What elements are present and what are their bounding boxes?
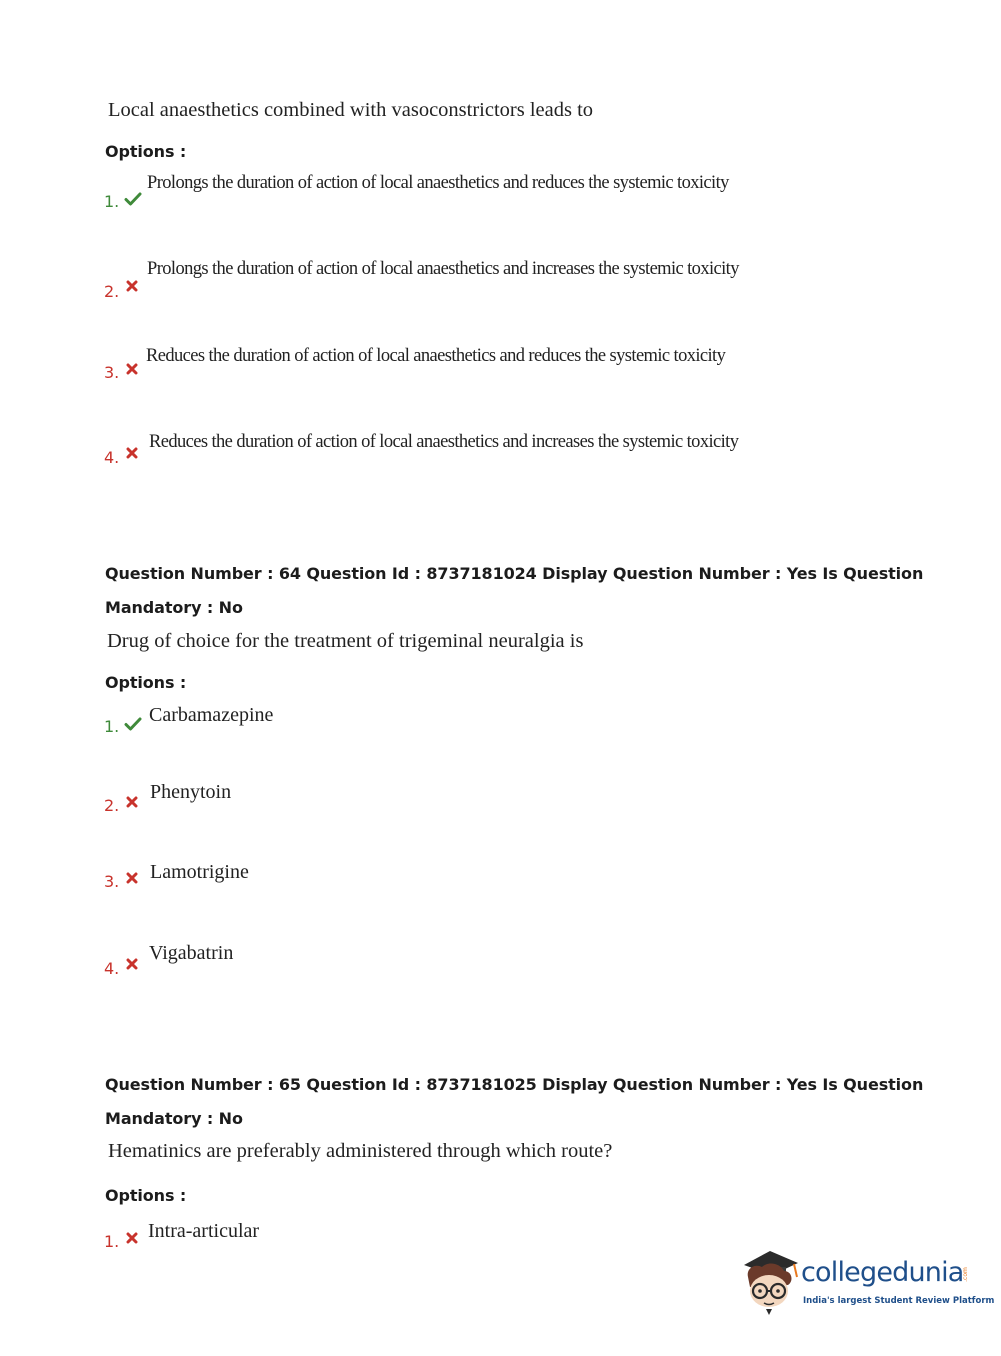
option-text: Reduces the duration of action of local anaesthetics and increases the systemic toxicity [149,432,739,452]
option-text: Carbamazepine [149,704,274,726]
question-meta-mandatory: Mandatory : No [105,598,243,617]
option-number: 1. [104,717,120,736]
cross-icon [125,362,139,376]
cross-icon [125,1231,139,1245]
logo-tagline: India's largest Student Review Platform [803,1296,995,1306]
question-meta: Question Number : 65 Question Id : 8737181025 Display Question Number : Yes Is Question [105,1075,924,1094]
cross-icon [125,871,139,885]
check-icon [124,715,142,733]
option-number: 3. [104,872,120,891]
question-meta: Question Number : 64 Question Id : 8737181024 Display Question Number : Yes Is Question [105,564,924,583]
option-text: Vigabatrin [149,942,234,964]
question-text: Drug of choice for the treatment of trigeminal neuralgia is [107,630,584,652]
option-number: 2. [104,796,120,815]
option-text: Reduces the duration of action of local anaesthetics and reduces the systemic toxicity [146,346,726,366]
question-text: Hematinics are preferably administered through which route? [108,1140,613,1162]
options-label: Options : [105,673,187,692]
option-number: 4. [104,448,120,467]
options-label: Options : [105,142,187,161]
question-meta-mandatory: Mandatory : No [105,1109,243,1128]
logo-domain-suffix: .com [961,1267,969,1282]
option-number: 1. [104,192,120,211]
logo-wordmark: collegedunia [801,1257,964,1288]
check-icon [124,190,142,208]
cross-icon [125,957,139,971]
option-text: Phenytoin [150,781,232,803]
collegedunia-logo [740,1247,995,1319]
cross-icon [125,795,139,809]
option-text: Intra-articular [148,1220,260,1242]
option-number: 2. [104,282,120,301]
cross-icon [125,279,139,293]
mascot-icon [740,1247,802,1317]
option-text: Prolongs the duration of action of local anaesthetics and increases the systemic toxicity [147,259,739,279]
cross-icon [125,446,139,460]
option-text: Lamotrigine [150,861,249,883]
options-label: Options : [105,1186,187,1205]
option-number: 1. [104,1232,120,1251]
question-text: Local anaesthetics combined with vasoconstrictors leads to [108,99,594,121]
option-number: 4. [104,959,120,978]
option-text: Prolongs the duration of action of local anaesthetics and reduces the systemic toxicity [147,173,729,193]
option-number: 3. [104,363,120,382]
